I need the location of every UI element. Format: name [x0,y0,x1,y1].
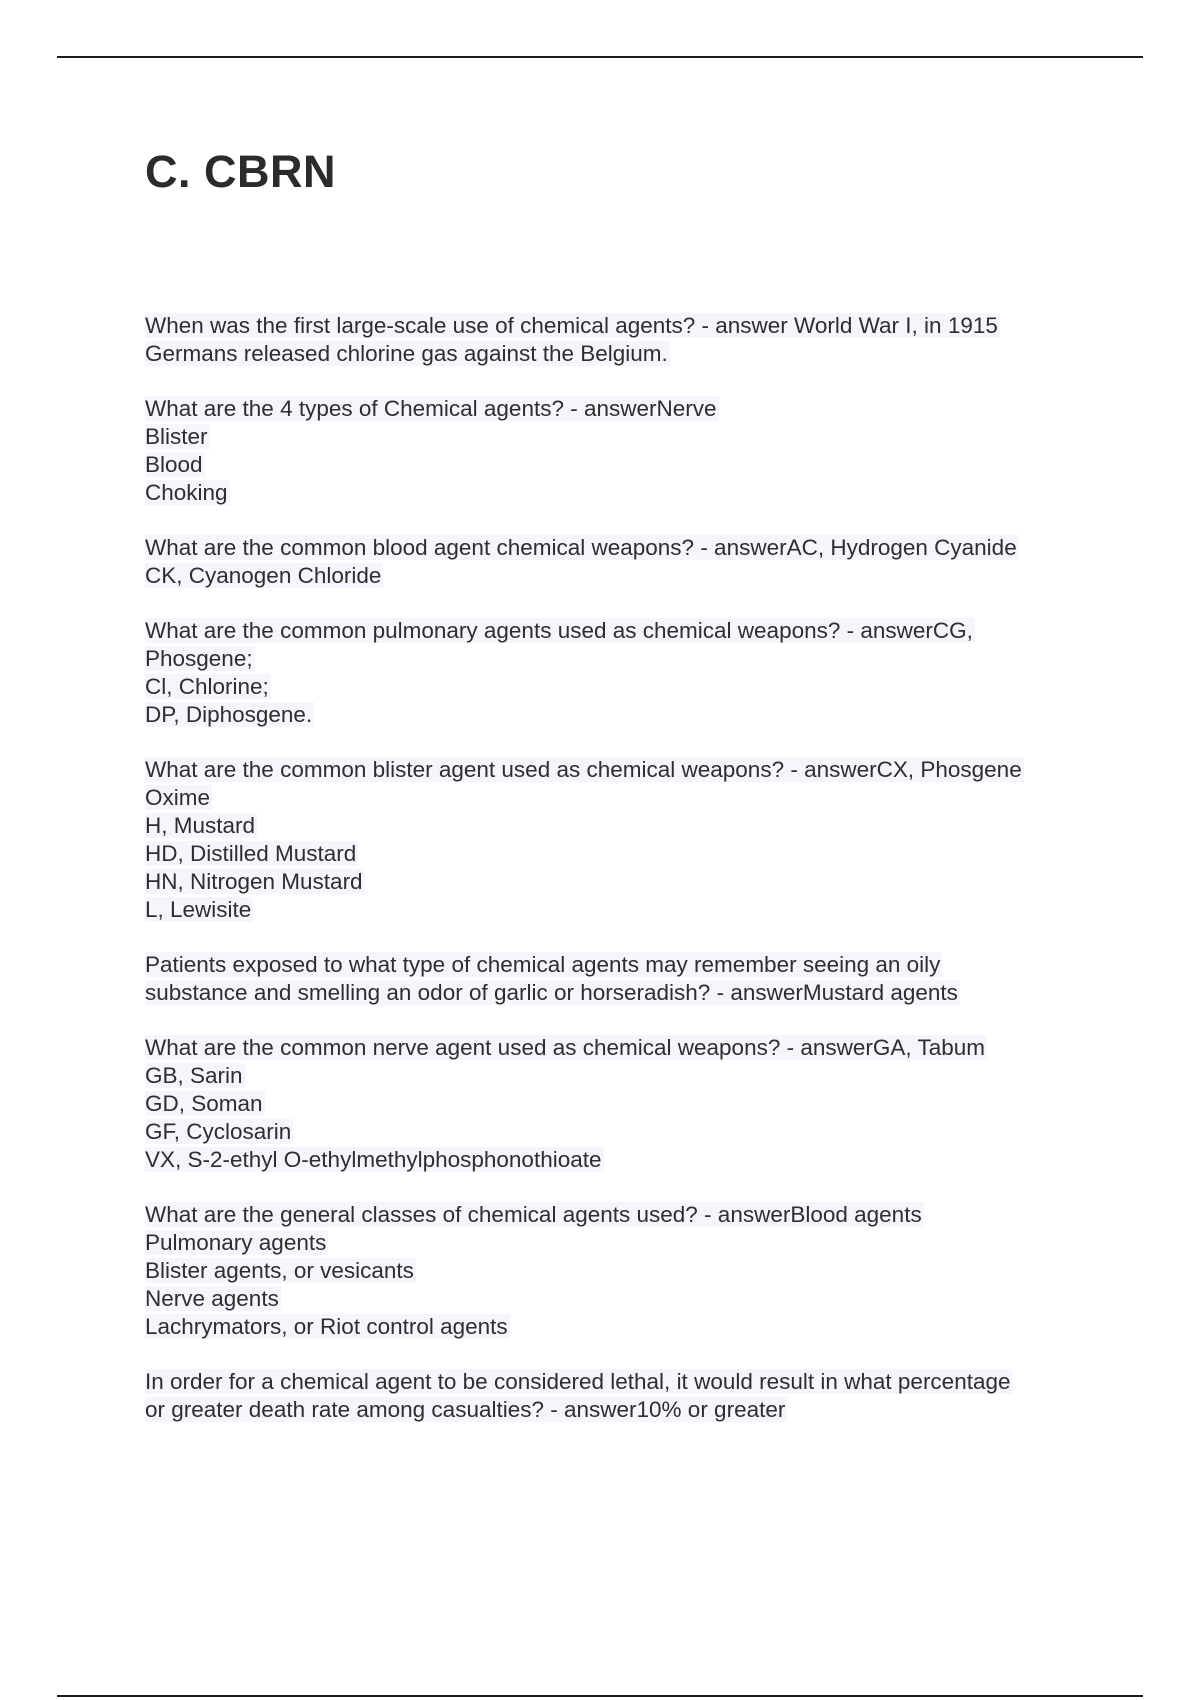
qa-line: Lachrymators, or Riot control agents [145,1314,508,1339]
qa-line: Cl, Chlorine; [145,674,269,699]
qa-line: What are the 4 types of Chemical agents? - answerNerve [145,396,717,421]
qa-line: GB, Sarin [145,1063,243,1088]
qa-line: Phosgene; [145,646,253,671]
qa-line: H, Mustard [145,813,256,838]
qa-line: CK, Cyanogen Chloride [145,563,382,588]
qa-line: VX, S-2-ethyl O-ethylmethylphosphonothioate [145,1147,602,1172]
qa-line: Blister agents, or vesicants [145,1258,414,1283]
qa-line: Oxime [145,785,211,810]
qa-line: Pulmonary agents [145,1230,327,1255]
qa-line: Blood [145,452,203,477]
qa-line: What are the general classes of chemical agents used? - answerBlood agents [145,1202,922,1227]
qa-line: Germans released chlorine gas against the Belgium. [145,341,668,366]
qa-line: Choking [145,480,228,505]
qa-line: GD, Soman [145,1091,263,1116]
qa-item [145,534,1095,590]
qa-line: What are the common nerve agent used as chemical weapons? - answerGA, Tabum [145,1035,986,1060]
qa-line: or greater death rate among casualties? - answer10% or greater [145,1397,786,1422]
qa-line: substance and smelling an odor of garlic or horseradish? - answerMustard agents [145,980,958,1005]
qa-line: Nerve agents [145,1286,279,1311]
qa-item [145,617,1095,729]
qa-line: Blister [145,424,208,449]
qa-line: HN, Nitrogen Mustard [145,869,363,894]
qa-line: Patients exposed to what type of chemical agents may remember seeing an oily [145,952,941,977]
qa-item [145,951,1095,1007]
qa-item [145,1201,1095,1341]
bottom-rule [57,1695,1143,1697]
top-rule [57,56,1143,58]
qa-line: HD, Distilled Mustard [145,841,357,866]
qa-item [145,312,1095,368]
document-title: C. CBRN [145,146,336,197]
qa-list [145,312,1095,1451]
qa-line: When was the first large-scale use of chemical agents? - answer World War I, in 1915 [145,313,998,338]
qa-item [145,1034,1095,1174]
qa-item [145,395,1095,507]
qa-line: L, Lewisite [145,897,252,922]
qa-line: What are the common blister agent used as chemical weapons? - answerCX, Phosgene [145,757,1022,782]
qa-line: GF, Cyclosarin [145,1119,292,1144]
qa-line: What are the common pulmonary agents used as chemical weapons? - answerCG, [145,618,973,643]
qa-line: In order for a chemical agent to be considered lethal, it would result in what percentage [145,1369,1011,1394]
qa-item [145,756,1095,924]
qa-line: DP, Diphosgene. [145,702,313,727]
qa-item [145,1368,1095,1424]
qa-line: What are the common blood agent chemical weapons? - answerAC, Hydrogen Cyanide [145,535,1017,560]
